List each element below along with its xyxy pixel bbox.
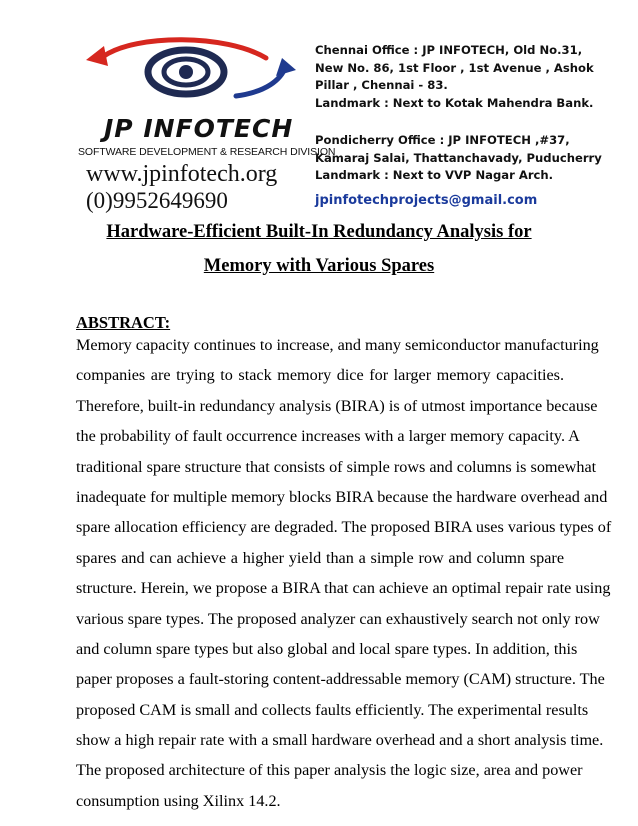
abstract-line: Memory capacity continues to increase, and many semiconductor manufacturing — [76, 336, 599, 354]
company-division: SOFTWARE DEVELOPMENT & RESEARCH DIVISION — [78, 146, 336, 158]
abstract-body — [76, 330, 612, 816]
abstract-heading: ABSTRACT: — [76, 313, 171, 332]
abstract-line: paper proposes a fault-storing content-addressable memory (CAM) structure. The — [76, 670, 605, 689]
abstract-line: the probability of fault occurrence increases with a larger memory capacity. A — [76, 427, 580, 446]
abstract-line: The proposed architecture of this paper analysis the logic size, area and power — [76, 761, 583, 780]
address-line: Pondicherry Office : JP INFOTECH ,#37, — [315, 133, 570, 147]
abstract-line: spares and can achieve a higher yield than a simple row and column spare — [76, 548, 564, 567]
jp-infotech-logo-icon — [76, 36, 312, 116]
address-line: New No. 86, 1st Floor , 1st Avenue , Ashok — [315, 60, 594, 75]
address-line: Landmark : Next to VVP Nagar Arch. — [315, 168, 554, 182]
abstract-line: spare allocation efficiency are degraded. The proposed BIRA uses various types of — [76, 518, 612, 537]
abstract-line: consumption using Xilinx 14.2. — [76, 791, 281, 810]
company-name: JP INFOTECH — [104, 114, 294, 143]
chennai-office-address — [315, 42, 594, 112]
company-website: www.jpinfotech.org — [86, 161, 278, 187]
company-phone: (0)9952649690 — [86, 188, 228, 213]
abstract-line: and column spare types but also global and local spare types. In addition, this — [76, 639, 578, 658]
abstract-line: companies are trying to stack memory dice for larger memory capacities. — [76, 366, 564, 385]
document-title-line-1: Hardware-Efficient Built-In Redundancy Analysis for — [106, 222, 532, 242]
abstract-line: traditional spare structure that consists of simple rows and columns is somewhat — [76, 457, 597, 476]
letterhead-banner — [76, 36, 602, 216]
address-line: Chennai Office : JP INFOTECH, Old No.31, — [315, 43, 583, 57]
company-email: jpinfotechprojects@gmail.com — [315, 193, 538, 208]
address-line: Landmark : Next to Kotak Mahendra Bank. — [315, 95, 594, 110]
pondicherry-office-address — [315, 132, 602, 185]
address-line: Pillar , Chennai - 83. — [315, 78, 448, 92]
abstract-line: Therefore, built-in redundancy analysis (BIRA) is of utmost importance because — [76, 396, 598, 415]
abstract-line: various spare types. The proposed analyzer can exhaustively search not only row — [76, 609, 600, 628]
abstract-line: inadequate for multiple memory blocks BIRA because the hardware overhead and — [76, 487, 608, 506]
abstract-line: show a high repair rate with a small hardware overhead and a short analysis time. — [76, 731, 604, 750]
abstract-line: structure. Herein, we propose a BIRA that can achieve an optimal repair rate using — [76, 579, 611, 598]
document-title-line-2: Memory with Various Spares — [203, 256, 435, 276]
abstract-line: proposed CAM is small and collects faults efficiently. The experimental results — [76, 700, 589, 719]
address-line: Kamaraj Salai, Thattanchavady, Puducherry — [315, 150, 602, 165]
